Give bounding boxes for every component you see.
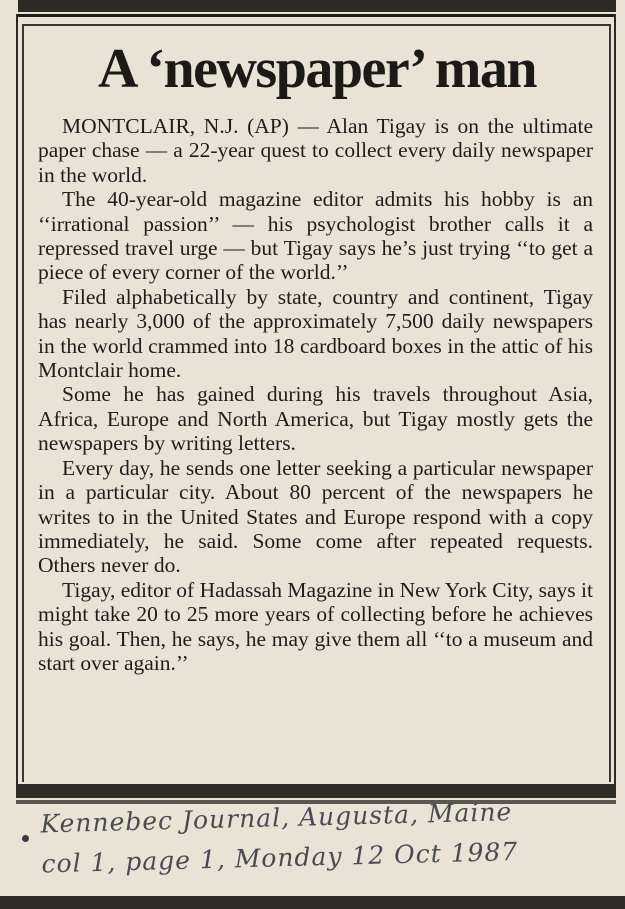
top-border: [18, 0, 616, 12]
paragraph: Filed alphabetically by state, country and continent, Tigay has nearly 3,000 of the approximately 7,500 daily newspapers in the world crammed into 18 cardboard boxes in the attic of his Montclair home.: [38, 284, 593, 383]
headline: A ‘newspaper’ man: [97, 38, 537, 100]
paragraph: Tigay, editor of Hadassah Magazine in New York City, says it might take 20 to 25 more years of collecting before he achieves his goal. Then, he says, he may give them all ‘‘to a museum and start over again.’’: [38, 577, 593, 675]
paragraph: MONTCLAIR, N.J. (AP) — Alan Tigay is on the ultimate paper chase — a 22-year quest to collect every daily newspaper in the world.: [38, 114, 593, 187]
frame-right: [609, 24, 611, 782]
paragraph: Every day, he sends one letter seeking a particular newspaper in a particular city. About 80 percent of the newspapers he writes to in the United States and Europe respond with a copy immediately, he said. Some come after repeated requests. Others never do.: [38, 455, 593, 578]
note-line-source: Kennebec Journal, Augusta, Maine: [40, 797, 513, 839]
paragraph: The 40-year-old magazine editor admits his hobby is an ‘‘irrational passion’’ — his psychologist brother calls it a repressed travel urge — but Tigay says he’s just trying ‘‘to get a piece of every corner of the world.’’: [38, 187, 593, 285]
note-line-date: col 1, page 1, Monday 12 Oct 1987: [41, 836, 519, 879]
top-rule: [18, 14, 616, 17]
bottom-edge: [0, 896, 625, 909]
right-border: [614, 14, 616, 789]
handwritten-note: [20, 797, 620, 895]
left-border: [16, 14, 18, 789]
frame-top: [22, 24, 611, 26]
article-body: [38, 114, 593, 675]
frame-left: [22, 24, 24, 782]
note-text: [20, 789, 622, 885]
paragraph: Some he has gained during his travels throughout Asia, Africa, Europe and North America, but Tigay mostly gets the newspapers by writing letters.: [38, 382, 593, 456]
